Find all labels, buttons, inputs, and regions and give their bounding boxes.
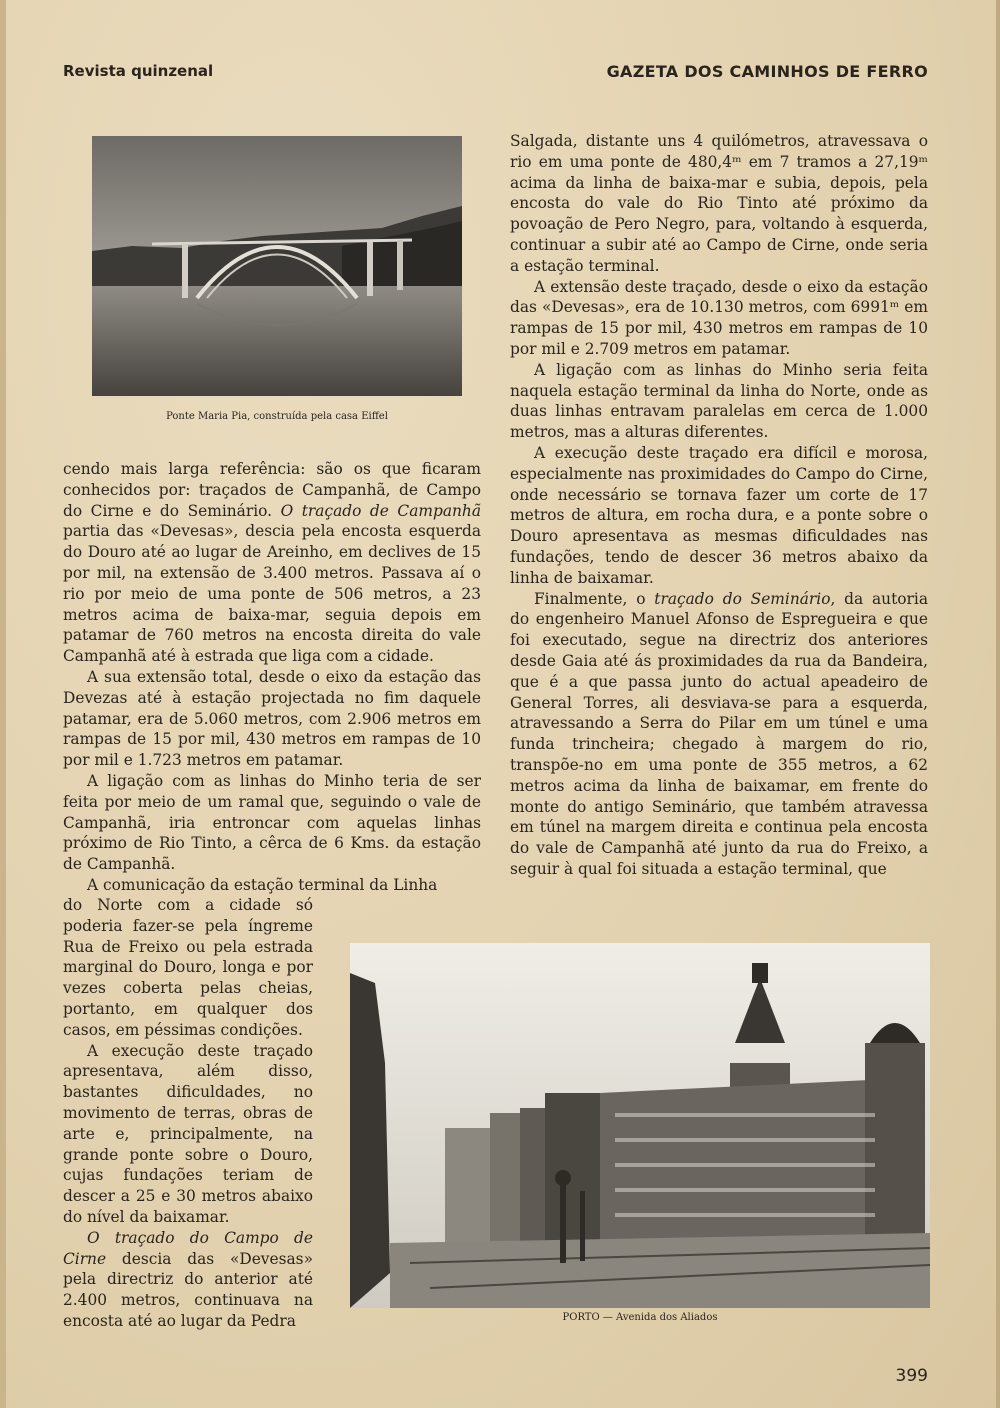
italic-run: O traçado do Campo de Cirne	[63, 1228, 313, 1268]
page-edge-left	[0, 0, 6, 1408]
bridge-photo-drawing	[92, 136, 462, 396]
page-edge-right	[996, 0, 1000, 1408]
italic-run: O traçado de Campanhã	[280, 501, 481, 520]
left-column	[63, 459, 481, 896]
porto-avenue-photo	[350, 943, 930, 1308]
paragraph: A ligação com as linhas do Minho teria de ser feita por meio de um ramal que, seguindo o vale de Campanhã, iria entroncar com aquelas linhas próximo de Rio Tinto, a cêrca de 6 Kms. da estação de Campanhã.	[63, 771, 481, 874]
paragraph: A execução deste traçado era difícil e morosa, especialmente nas proximidades do Campo do Cirne, onde necessário se tornava fazer um corte de 17 metros de altura, em rocha dura, e a ponte sobre o Douro apresentava as mesmas dificuldades nas fundações, tendo de descer 36 metros abaixo da linha de baixamar.	[510, 443, 928, 587]
porto-photo-caption: PORTO — Avenida dos Aliados	[562, 1312, 718, 1323]
text-run: cendo mais larga referência: são os que ficaram conhecidos por: traçados de Campanhã, de Campo do Cirne e do Seminário.	[63, 460, 481, 520]
paragraph	[63, 459, 481, 667]
running-header-right: GAZETA DOS CAMINHOS DE FERRO	[606, 62, 928, 81]
paragraph: A ligação com as linhas do Minho seria feita naquela estação terminal da linha do Norte, onde as duas linhas entravam paralelas em cerca de 1.000 metros, mas a alturas diferentes.	[510, 360, 928, 442]
porto-avenue-drawing	[350, 943, 930, 1308]
text-run: partia das «Devesas», descia pela encosta esquerda do Douro até ao lugar de Areinho, em declives de 15 por mil, na extensão de 3.400 metros. Passava aí o rio por meio de uma ponte de 506 metros, a 23 metros acima de baixa-mar, seguia depois em patamar de 760 metros na encosta direita do vale Campanhã até à estrada que liga com a cidade.	[63, 522, 481, 666]
italic-run: traçado do Seminário	[654, 589, 831, 608]
running-header-left: Revista quinzenal	[63, 62, 214, 80]
paragraph: do Norte com a cidade só poderia fazer-se pela íngreme Rua de Freixo ou pela estrada marginal do Douro, longa e por vezes coberta pelas cheias, portanto, em qualquer dos casos, em péssimas condições.	[63, 896, 313, 1039]
paragraph: A comunicação da estação terminal da Linha	[87, 875, 438, 894]
paragraph: A execução deste traçado apresentava, além disso, bastantes dificuldades, no movimento de terras, obras de arte e, principalmente, na grande ponte sobre o Douro, cujas fundações teriam de descer a 25 e 30 metros abaixo do nível da baixamar.	[63, 1041, 313, 1226]
bridge-photo	[92, 136, 462, 396]
page-number: 399	[895, 1366, 928, 1386]
paragraph: A sua extensão total, desde o eixo da estação das Devezas até à estação projectada no fim daquele patamar, era de 5.060 metros, com 2.906 metros em rampas de 15 por mil, 430 metros em rampas de 10 por mil e 1.723 metros em patamar.	[63, 667, 481, 770]
text-run: Finalmente, o	[534, 589, 655, 608]
text-run: , da autoria do engenheiro Manuel Afonso de Espregueira e que foi executado, segue na directriz dos anteriores desde Gaia até ás proximidades da rua da Bandeira, que é a que passa junto do actual apeadeiro de General Torres, ali desviava-se para a esquerda, atravessando a Serra do Pilar em um túnel e uma funda trincheira; chegado à margem do rio, transpõe-no em uma ponte de 355 metros, a 62 metros acima da linha de baixamar, em frente do monte do antigo Seminário, que também atravessa em túnel na margem direita e continua pela encosta do vale de Campanhã até junto da rua do Freixo, a seguir à qual foi situada a estação terminal, que	[510, 589, 928, 878]
paragraph: A extensão deste traçado, desde o eixo da estação das «Devesas», era de 10.130 metros, com 6991ᵐ em rampas de 15 por mil, 430 metros em rampas de 10 por mil e 2.709 metros em patamar.	[510, 277, 928, 358]
paragraph	[510, 589, 928, 880]
bridge-photo-caption: Ponte Maria Pia, construída pela casa Eiffel	[166, 411, 388, 422]
paragraph	[63, 1228, 313, 1332]
right-column	[510, 131, 928, 880]
paragraph: Salgada, distante uns 4 quilómetros, atravessava o rio em uma ponte de 480,4ᵐ em 7 tramos a 27,19ᵐ acima da linha de baixa-mar e subia, depois, pela encosta do vale do Rio Tinto até próximo da povoação de Pero Negro, para, voltando à esquerda, continuar a subir até ao Campo de Cirne, onde seria a estação terminal.	[510, 132, 928, 275]
text-run: descia das «Devesas» pela directriz do anterior até 2.400 metros, continuava na encosta até ao lugar da Pedra	[63, 1249, 313, 1330]
left-narrow-column	[63, 895, 313, 1332]
